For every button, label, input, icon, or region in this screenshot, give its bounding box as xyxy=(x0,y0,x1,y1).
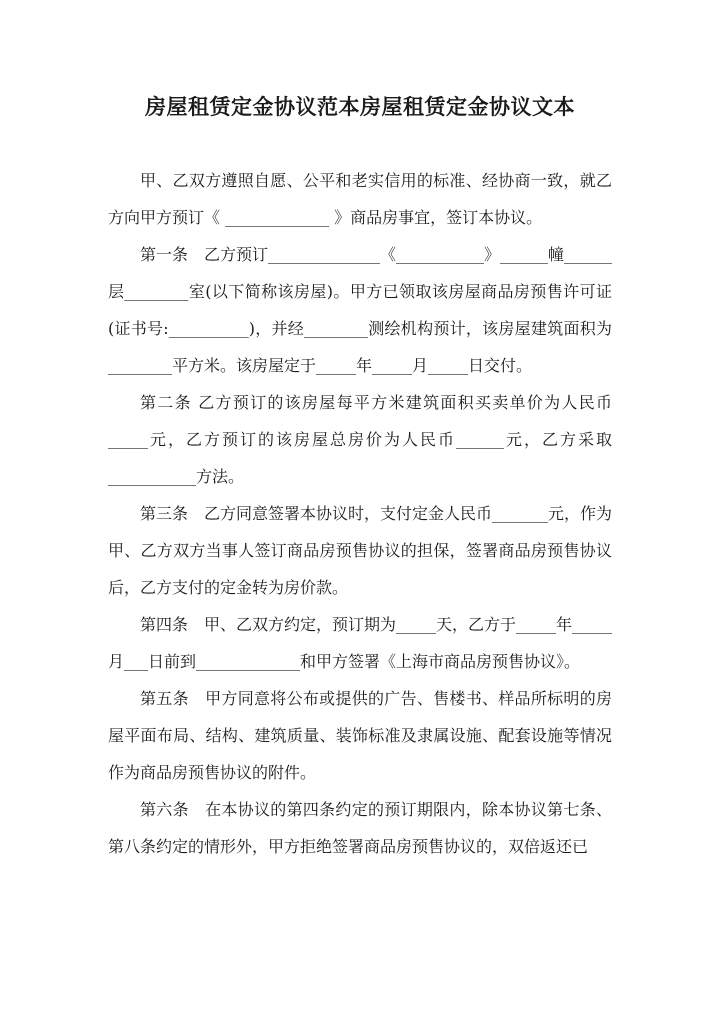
paragraph-article-2: 第二条 乙方预订的该房屋每平方米建筑面积买卖单价为人民币_____元，乙方预订的该房屋总房价为人民币______元，乙方采取___________方法。 xyxy=(108,393,612,486)
paragraph-article-5: 第五条 甲方同意将公布或提供的广告、售楼书、样品所标明的房屋平面布局、结构、建筑质量、装饰标准及隶属设施、配套设施等情况作为商品房预售协议的附件。 xyxy=(108,689,612,782)
paragraph-article-3: 第三条 乙方同意签署本协议时，支付定金人民币_______元，作为甲、乙方双方当事人签订商品房预售协议的担保，签署商品房预售协议后，乙方支付的定金转为房价款。 xyxy=(108,504,613,597)
paragraph-article-6: 第六条 在本协议的第四条约定的预订期限内，除本协议第七条、第八条约定的情形外，甲方拒绝签署商品房预售协议的，双倍返还已 xyxy=(108,800,612,856)
paragraph-article-4: 第四条 甲、乙双方约定，预订期为_____天，乙方于_____年_____月___日前到_____________和甲方签署《上海市商品房预售协议》。 xyxy=(108,615,613,671)
paragraph-preamble: 甲、乙双方遵照自愿、公平和老实信用的标准、经协商一致，就乙方向甲方预订《 _____________ 》商品房事宜，签订本协议。 xyxy=(108,171,612,227)
document-title: 房屋租赁定金协议范本房屋租赁定金协议文本 xyxy=(145,94,575,119)
paragraph-article-1: 第一条 乙方预订______________《___________》______幢______层________室(以下简称该房屋)。甲方已领取该房屋商品房预售许可证(证书号:__________)，并经________测绘机构预计，该房屋建筑面积为 ________平方米。该房屋定于_____年_____月_____日交付。 xyxy=(108,245,613,375)
